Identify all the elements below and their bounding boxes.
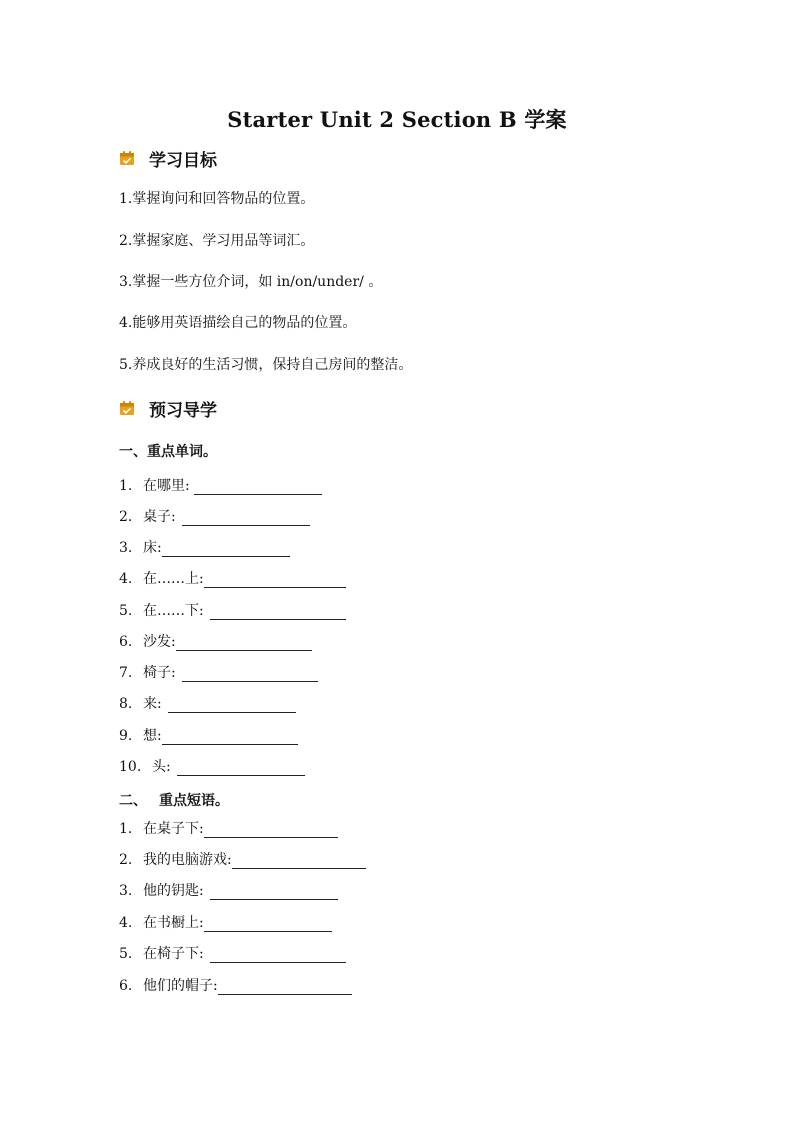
answer-blank[interactable] (218, 979, 352, 995)
list-item: 6. 沙发: (119, 633, 312, 651)
list-item: 8. 来: (119, 695, 296, 713)
list-item: 4. 在书橱上: (119, 914, 332, 932)
answer-blank[interactable] (176, 635, 312, 651)
words-heading: 一、重点单词。 (119, 444, 217, 460)
answer-blank[interactable] (168, 697, 296, 713)
answer-blank[interactable] (210, 884, 338, 900)
calendar-icon (119, 150, 135, 166)
list-item: 4. 在……上: (119, 570, 346, 588)
objective-item: 2.掌握家庭、学习用品等词汇。 (119, 233, 315, 249)
list-item: 1. 在桌子下: (119, 820, 338, 838)
objective-item: 3.掌握一些方位介词，如 in/on/under/ 。 (119, 274, 383, 290)
list-item: 5. 在椅子下: (119, 945, 346, 963)
answer-blank[interactable] (162, 729, 298, 745)
answer-blank[interactable] (232, 853, 366, 869)
list-item: 9. 想: (119, 727, 298, 745)
list-item: 5. 在……下: (119, 602, 346, 620)
section-heading: 预习导学 (149, 400, 217, 421)
answer-blank[interactable] (182, 510, 310, 526)
section-objectives (119, 146, 217, 170)
answer-blank[interactable] (204, 572, 346, 588)
phrases-heading: 二、 重点短语。 (119, 793, 229, 809)
calendar-icon (119, 400, 135, 416)
answer-blank[interactable] (182, 666, 318, 682)
objective-item: 5.养成良好的生活习惯，保持自己房间的整洁。 (119, 357, 413, 373)
section-preview (119, 396, 217, 420)
list-item: 10. 头: (119, 758, 305, 776)
objective-item: 4.能够用英语描绘自己的物品的位置。 (119, 315, 357, 331)
answer-blank[interactable] (162, 541, 290, 557)
list-item: 3. 他的钥匙: (119, 882, 338, 900)
section-heading: 学习目标 (149, 150, 217, 171)
list-item: 6. 他们的帽子: (119, 977, 352, 995)
answer-blank[interactable] (204, 916, 332, 932)
answer-blank[interactable] (204, 822, 338, 838)
objective-item: 1.掌握询问和回答物品的位置。 (119, 191, 315, 207)
answer-blank[interactable] (210, 947, 346, 963)
list-item: 2. 桌子: (119, 508, 310, 526)
list-item: 3. 床: (119, 539, 290, 557)
list-item: 1. 在哪里: (119, 477, 322, 495)
page-title: Starter Unit 2 Section B 学案 (227, 107, 567, 132)
answer-blank[interactable] (210, 604, 346, 620)
list-item: 2. 我的电脑游戏: (119, 851, 366, 869)
answer-blank[interactable] (194, 479, 322, 495)
list-item: 7. 椅子: (119, 664, 318, 682)
answer-blank[interactable] (177, 760, 305, 776)
